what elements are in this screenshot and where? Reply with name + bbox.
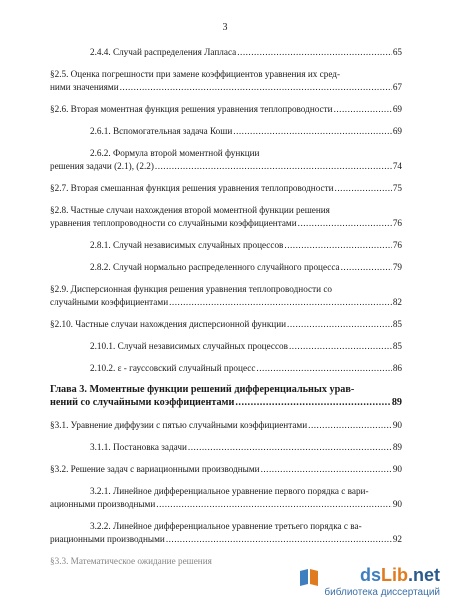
toc-entry [0,182,450,204]
toc-entry-title: ационными производными [50,499,156,509]
toc-entry-title: §2.6. Вторая моментная функция решения уравнения теплопроводности [50,104,333,114]
toc-entry [0,384,450,419]
dot-leader [287,318,392,330]
toc-entry-title: решения задачи (2.1), (2.2) [50,161,154,171]
toc-line [90,362,402,374]
toc-entry [0,485,450,520]
watermark-logo-ds: ds [359,565,381,585]
dot-leader [335,182,392,194]
toc-entry-title: Глава 3. Моментные функции решений дифференциальных урав- [50,384,355,395]
toc-entry-title: риационными производными [50,534,165,544]
toc-page-number: 90 [392,464,402,474]
toc-line [50,160,402,172]
toc-entry-title: §2.10. Частные случаи нахождения дисперсионной функции [50,319,287,329]
dot-leader [261,463,392,475]
toc-page-number: 90 [392,499,402,509]
watermark-subtitle: библиотека диссертаций [324,587,440,598]
toc-entry-title: §3.2. Решение задач с вариационными производными [50,464,260,474]
toc-entry [0,441,450,463]
toc-entry-title: 2.6.2. Формула второй моментной функции [90,148,260,158]
dot-leader [188,441,392,453]
toc-entry-title: §2.5. Оценка погрешности при замене коэффициентов уравнения их сред- [50,69,341,79]
toc-page-number: 65 [392,47,402,57]
toc-line [50,498,402,510]
toc-page-number: 82 [392,297,402,307]
dot-leader [284,239,391,251]
toc-line [90,239,402,251]
toc-line [50,397,402,409]
toc-entry-title: §2.7. Вторая смешанная функция решения уравнения теплопроводности [50,183,334,193]
dot-leader [156,498,392,510]
toc-entry [0,68,450,103]
toc-line [90,340,402,352]
toc-entry-title: 2.10.2. ε - гауссовский случайный процесс [90,363,256,373]
toc-entry-title: нений со случайными коэффициентами [50,397,235,408]
toc-page-number: 67 [392,82,402,92]
toc-page-number: 69 [392,104,402,114]
toc-entry-title: 3.1.1. Постановка задачи [90,442,187,452]
toc-entry-title: 2.10.1. Случай независимых случайных процессов [90,341,288,351]
dslib-watermark [275,565,440,605]
dot-leader [289,340,392,352]
toc-entry-title: 3.2.1. Линейное дифференциальное уравнение первого порядка с вари- [90,486,369,496]
toc-entry [0,147,450,182]
dot-leader [235,397,390,409]
dot-leader [155,160,392,172]
dot-leader [298,217,392,229]
dot-leader [256,362,391,374]
toc-entry-title: §2.9. Дисперсионная функция решения уравнения теплопроводности со [50,284,333,294]
toc-entry [0,419,450,441]
toc-entry [0,204,450,239]
toc-line [50,217,402,229]
table-of-contents [0,46,450,577]
toc-entry [0,103,450,125]
toc-line [90,441,402,453]
toc-page-number: 74 [392,161,402,171]
toc-page-number: 85 [392,319,402,329]
page-number: 3 [222,22,228,33]
toc-line [50,318,402,330]
toc-entry [0,283,450,318]
watermark-logo-net: .net [407,565,440,585]
toc-entry-title: ними значениями [50,82,119,92]
toc-entry-title: §3.1. Уравнение диффузии с пятью случайными коэффициентами [50,420,308,430]
watermark-logo [360,565,440,586]
toc-entry-title: §2.8. Частные случаи нахождения второй моментной функции решения [50,205,330,215]
toc-entry-title: уравнения теплопроводности со случайными коэффициентами [50,218,297,228]
toc-line [90,261,402,273]
toc-page-number: 89 [392,442,402,452]
toc-page-number: 76 [392,240,402,250]
toc-line [50,81,402,93]
toc-entry [0,318,450,340]
toc-line [50,533,402,545]
toc-page-number: 90 [392,420,402,430]
toc-page-number: 89 [391,397,402,408]
toc-line [50,419,402,431]
dot-leader [166,533,392,545]
toc-page-number: 69 [392,126,402,136]
toc-line [90,125,402,137]
toc-entry [0,239,450,261]
toc-line [50,463,402,475]
toc-entry-title: 2.8.2. Случай нормально распределенного случайного процесса [90,262,340,272]
toc-entry-title: 2.4.4. Случай распределения Лапласа [90,47,237,57]
toc-line [50,182,402,194]
dot-leader [308,419,392,431]
toc-page-number: 86 [392,363,402,373]
toc-entry-title: 2.8.1. Случай независимых случайных процессов [90,240,284,250]
dot-leader [120,81,392,93]
toc-entry-title: §3.3. Математическое ожидание решения [50,556,212,566]
dot-leader [237,46,392,58]
toc-entry [0,261,450,283]
watermark-logo-lib: Lib [380,565,408,585]
toc-entry-title: случайными коэффициентами [50,297,169,307]
dot-leader [334,103,392,115]
toc-entry [0,125,450,147]
toc-entry-title: 3.2.2. Линейное дифференциальное уравнение третьего порядка с ва- [90,521,362,531]
toc-page-number: 79 [392,262,402,272]
dot-leader [169,296,392,308]
toc-page-number: 76 [392,218,402,228]
toc-entry [0,362,450,384]
toc-entry [0,46,450,68]
toc-entry [0,463,450,485]
toc-entry-title: 2.6.1. Вспомогательная задача Коши [90,126,233,136]
toc-page-number: 75 [392,183,402,193]
toc-entry [0,520,450,555]
toc-line [50,296,402,308]
toc-line [50,103,402,115]
book-icon [298,567,320,587]
dot-leader [233,125,392,137]
toc-line [90,46,402,58]
dot-leader [341,261,392,273]
toc-page-number: 92 [392,534,402,544]
toc-entry [0,340,450,362]
toc-page-number: 85 [392,341,402,351]
